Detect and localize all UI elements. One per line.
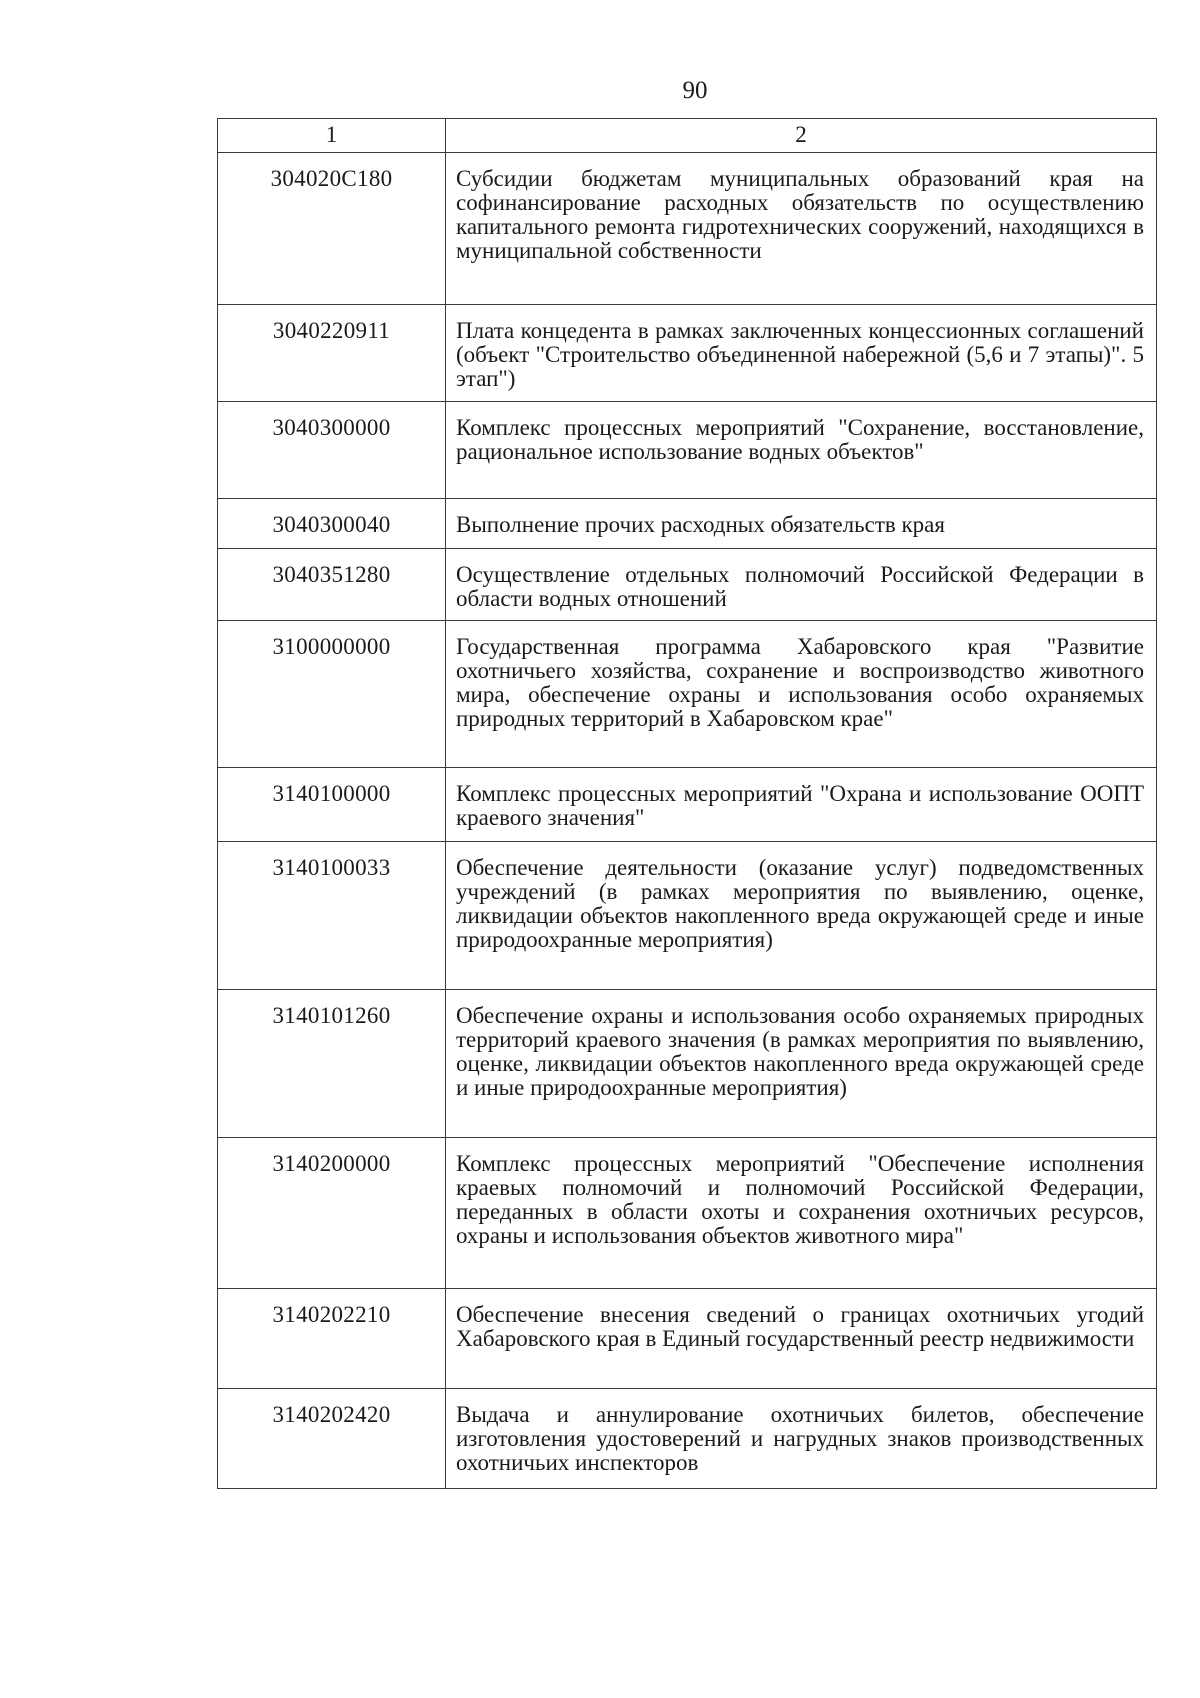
row-code: 3140100000: [218, 768, 446, 842]
table-row: [218, 402, 1157, 499]
row-code: 3040351280: [218, 549, 446, 621]
row-code: 3040220911: [218, 305, 446, 402]
row-description: Осуществление отдельных полномочий Российской Федерации в области водных отношений: [446, 549, 1157, 621]
row-description: Обеспечение деятельности (оказание услуг) подведомственных учреждений (в рамках мероприятия по выявлению, оценке, ликвидации объектов накопленного вреда окружающей среде и иные природоохранные мероприятия): [446, 842, 1157, 990]
budget-classification-table: [217, 118, 1157, 1489]
row-description: Выполнение прочих расходных обязательств края: [446, 499, 1157, 549]
row-description: Выдача и аннулирование охотничьих билетов, обеспечение изготовления удостоверений и нагрудных знаков производственных охотничьих инспекторов: [446, 1389, 1157, 1489]
table-row: [218, 549, 1157, 621]
table-row: [218, 153, 1157, 305]
table-row: [218, 842, 1157, 990]
row-code: 3100000000: [218, 621, 446, 768]
page-number: 90: [682, 77, 708, 104]
row-code: 3040300040: [218, 499, 446, 549]
row-code: 3140202420: [218, 1389, 446, 1489]
table-row: [218, 621, 1157, 768]
column-header-code: 1: [218, 119, 446, 153]
row-code: 3140101260: [218, 990, 446, 1138]
row-description: Плата концедента в рамках заключенных концессионных соглашений (объект "Строительство объединенной набережной (5,6 и 7 этапы)". 5 этап"): [446, 305, 1157, 402]
row-description: Обеспечение охраны и использования особо охраняемых природных территорий краевого значения (в рамках мероприятия по выявлению, оценке, ликвидации объектов накопленного вреда окружающей среде и иные природоохранные мероприятия): [446, 990, 1157, 1138]
row-description: Комплекс процессных мероприятий "Охрана и использование ООПТ краевого значения": [446, 768, 1157, 842]
table-row: [218, 305, 1157, 402]
column-header-name: 2: [446, 119, 1157, 153]
row-code: 3040300000: [218, 402, 446, 499]
row-description: Государственная программа Хабаровского края "Развитие охотничьего хозяйства, сохранение и воспроизводство животного мира, обеспечение охраны и использования особо охраняемых природных территорий в Хабаровском крае": [446, 621, 1157, 768]
table-row: [218, 1389, 1157, 1489]
row-code: 3140202210: [218, 1289, 446, 1389]
table-row: [218, 990, 1157, 1138]
table-header-row: [218, 119, 1157, 153]
row-description: Субсидии бюджетам муниципальных образований края на софинансирование расходных обязательств по осуществлению капитального ремонта гидротехнических сооружений, находящихся в муниципальной собственности: [446, 153, 1157, 305]
table-row: [218, 499, 1157, 549]
row-description: Обеспечение внесения сведений о границах охотничьих угодий Хабаровского края в Единый государственный реестр недвижимости: [446, 1289, 1157, 1389]
row-code: 3140200000: [218, 1138, 446, 1289]
table-row: [218, 1138, 1157, 1289]
row-description: Комплекс процессных мероприятий "Обеспечение исполнения краевых полномочий и полномочий Российской Федерации, переданных в области охоты и сохранения охотничьих ресурсов, охраны и использования объектов животного мира": [446, 1138, 1157, 1289]
table-row: [218, 1289, 1157, 1389]
row-code: 304020C180: [218, 153, 446, 305]
row-description: Комплекс процессных мероприятий "Сохранение, восстановление, рациональное использование водных объектов": [446, 402, 1157, 499]
row-code: 3140100033: [218, 842, 446, 990]
table-row: [218, 768, 1157, 842]
